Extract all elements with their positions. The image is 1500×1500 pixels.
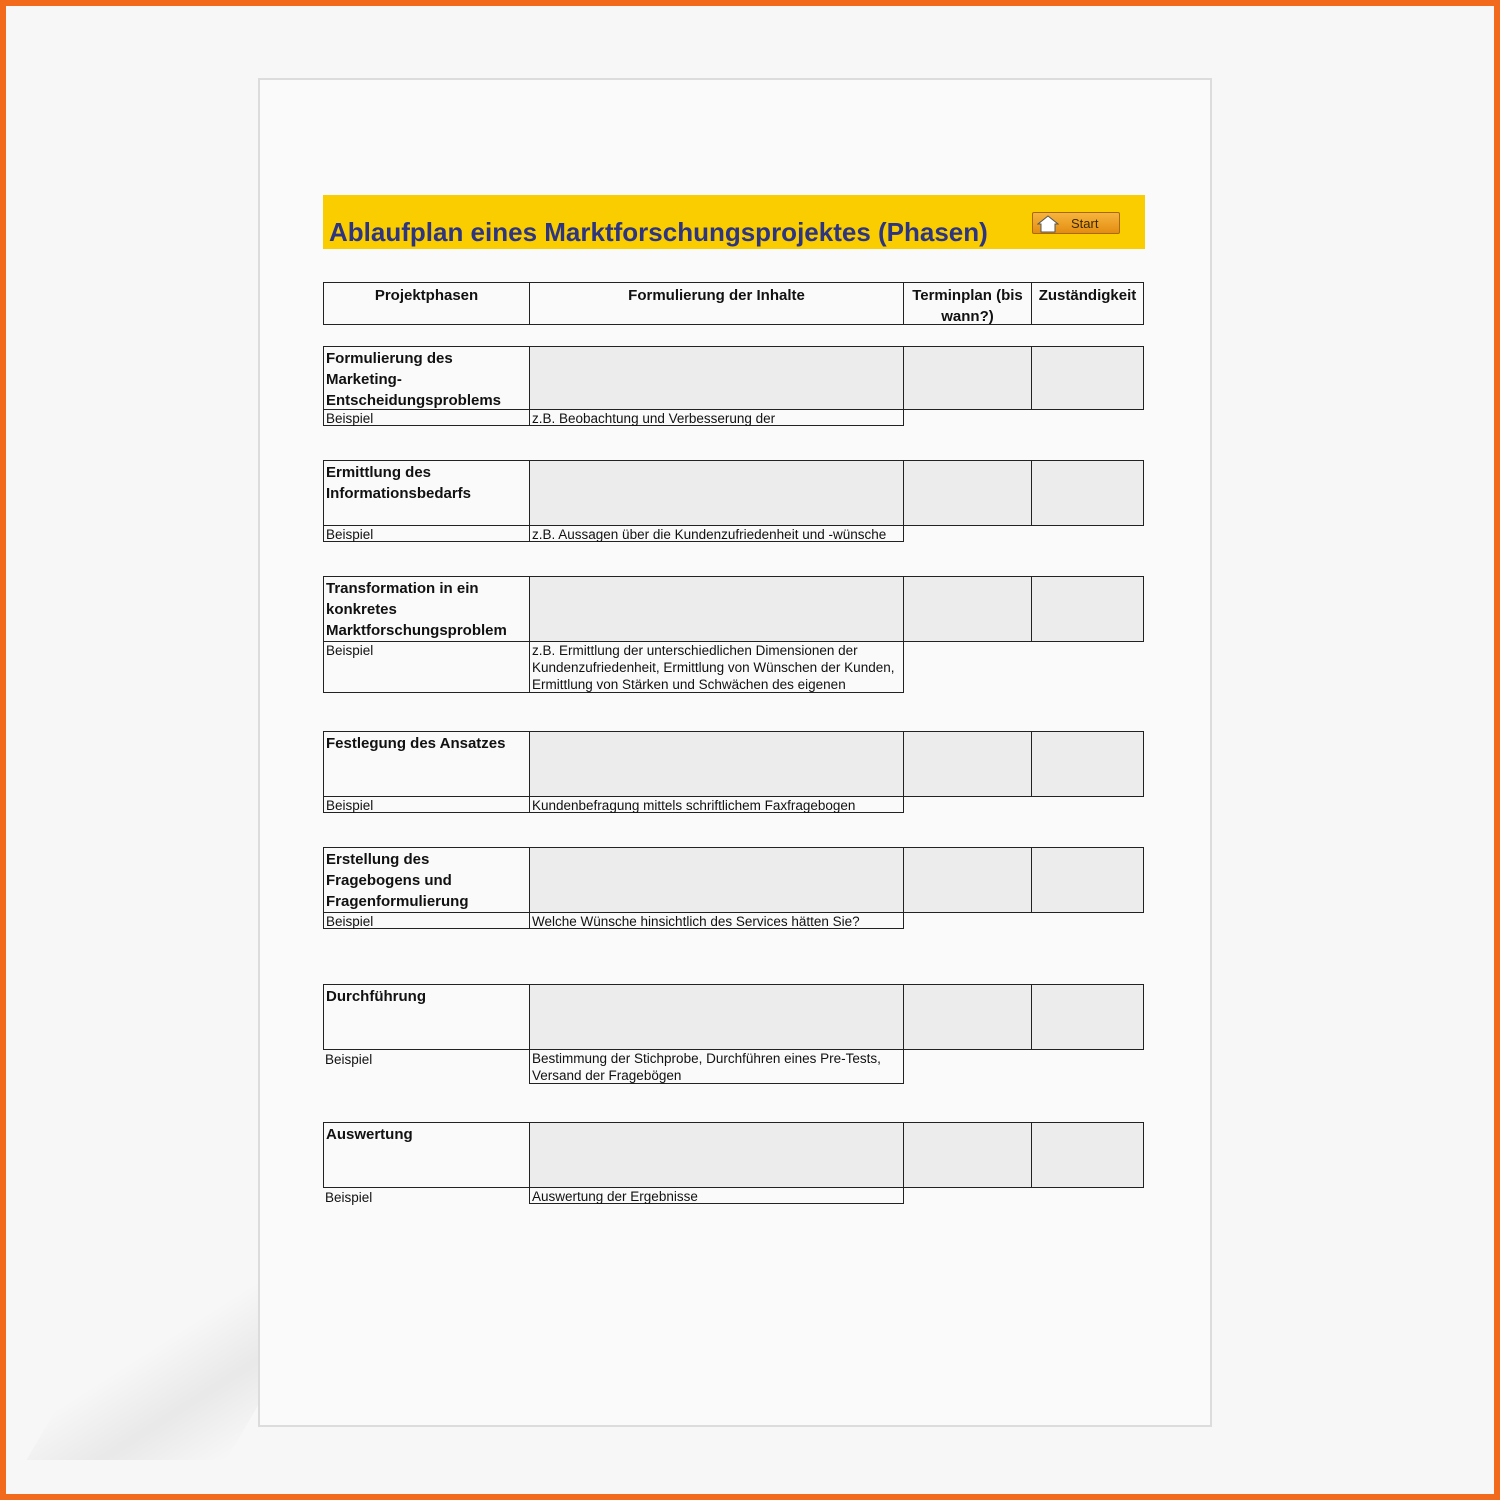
title-banner — [323, 195, 1145, 249]
deadline-input[interactable] — [903, 984, 1032, 1050]
example-text: Kundenbefragung mittels schriftlichem Faxfragebogen — [529, 796, 904, 813]
contents-input[interactable] — [529, 847, 904, 913]
header-projektphasen: Projektphasen — [323, 282, 530, 325]
example-text: Welche Wünsche hinsichtlich des Services hätten Sie? — [529, 912, 904, 929]
contents-input[interactable] — [529, 1122, 904, 1188]
header-terminplan: Terminplan (bis wann?) — [903, 282, 1032, 325]
start-button-label: Start — [1071, 216, 1099, 231]
deadline-input[interactable] — [903, 847, 1032, 913]
home-icon — [1037, 215, 1059, 233]
example-label: Beispiel — [325, 1190, 373, 1205]
responsibility-input[interactable] — [1031, 346, 1144, 410]
document-title: Ablaufplan eines Marktforschungsprojektes (Phasen) — [329, 217, 988, 247]
example-label: Beispiel — [323, 409, 530, 426]
phase-name: Auswertung — [323, 1122, 530, 1188]
header-zustaendigkeit: Zuständigkeit — [1031, 282, 1144, 325]
deadline-input[interactable] — [903, 1122, 1032, 1188]
responsibility-input[interactable] — [1031, 847, 1144, 913]
example-text: z.B. Aussagen über die Kundenzufriedenheit und -wünsche — [529, 525, 904, 542]
deadline-input[interactable] — [903, 346, 1032, 410]
contents-input[interactable] — [529, 460, 904, 526]
contents-input[interactable] — [529, 984, 904, 1050]
contents-input[interactable] — [529, 346, 904, 410]
example-label: Beispiel — [323, 912, 530, 929]
example-text: Bestimmung der Stichprobe, Durchführen eines Pre-Tests, Versand der Fragebögen — [529, 1049, 904, 1084]
deadline-input[interactable] — [903, 731, 1032, 797]
phase-name: Durchführung — [323, 984, 530, 1050]
example-label: Beispiel — [323, 796, 530, 813]
phase-name: Formulierung des Marketing-Entscheidungsproblems — [323, 346, 530, 410]
responsibility-input[interactable] — [1031, 576, 1144, 642]
example-text: z.B. Ermittlung der unterschiedlichen Dimensionen der Kundenzufriedenheit, Ermittlung von Wünschen der Kunden, Ermittlung von Stärken und Schwächen des eigenen — [529, 641, 904, 693]
deadline-input[interactable] — [903, 576, 1032, 642]
phase-name: Transformation in ein konkretes Marktforschungsproblem — [323, 576, 530, 642]
example-text: z.B. Beobachtung und Verbesserung der — [529, 409, 904, 426]
header-formulierung: Formulierung der Inhalte — [529, 282, 904, 325]
phase-name: Erstellung des Fragebogens und Fragenformulierung — [323, 847, 530, 913]
responsibility-input[interactable] — [1031, 460, 1144, 526]
phase-name: Ermittlung des Informationsbedarfs — [323, 460, 530, 526]
contents-input[interactable] — [529, 576, 904, 642]
example-text: Auswertung der Ergebnisse — [529, 1187, 904, 1204]
start-button[interactable] — [1032, 212, 1120, 234]
example-label: Beispiel — [323, 525, 530, 542]
contents-input[interactable] — [529, 731, 904, 797]
responsibility-input[interactable] — [1031, 984, 1144, 1050]
example-label: Beispiel — [323, 641, 530, 693]
deadline-input[interactable] — [903, 460, 1032, 526]
phase-name: Festlegung des Ansatzes — [323, 731, 530, 797]
example-label: Beispiel — [325, 1052, 373, 1067]
responsibility-input[interactable] — [1031, 1122, 1144, 1188]
responsibility-input[interactable] — [1031, 731, 1144, 797]
document-page — [258, 78, 1212, 1427]
